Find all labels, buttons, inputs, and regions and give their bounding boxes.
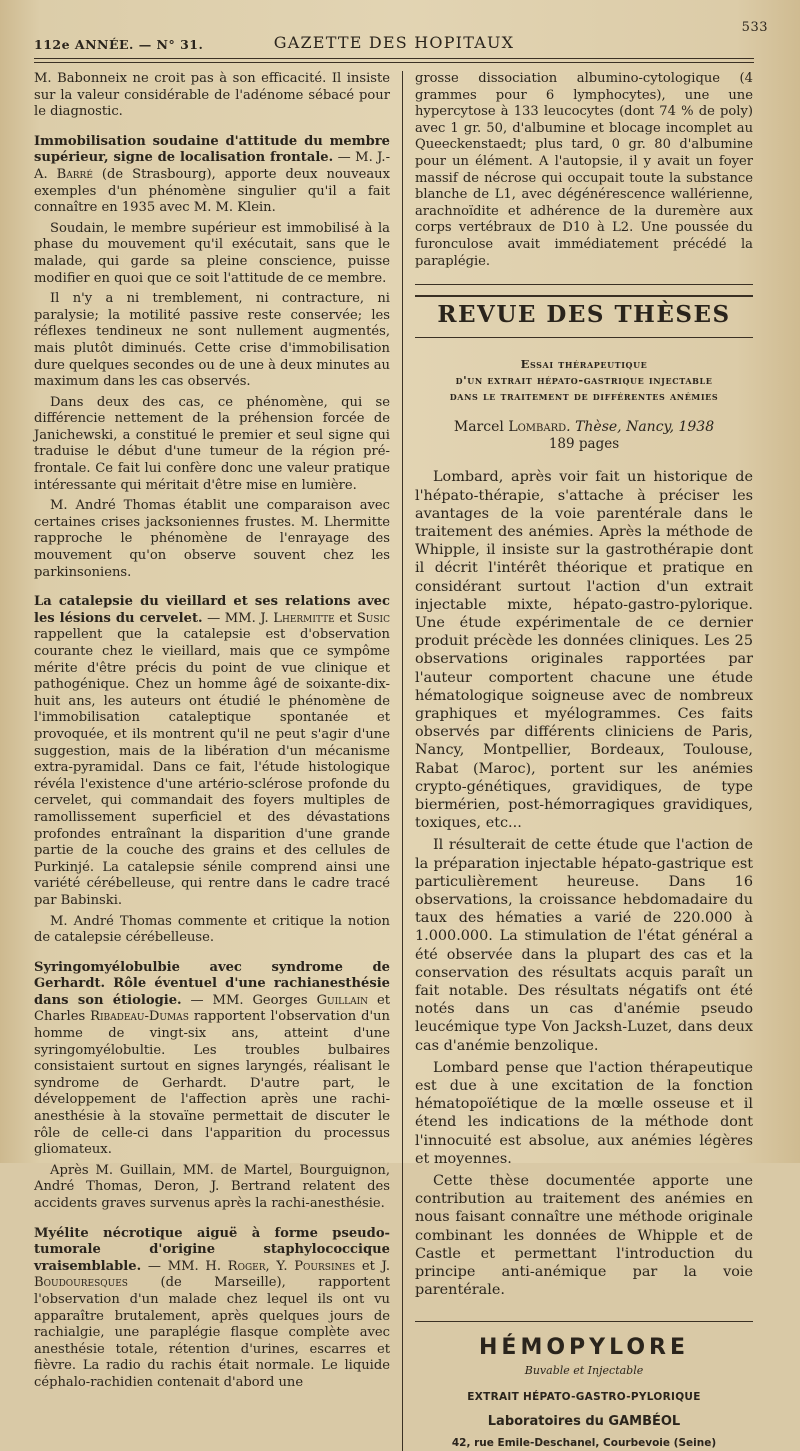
article-title: Syringomyélobulbie avec syndrome de Gerhardt. Rôle éventuel d'une rachianesthésie dans son étiologie. <box>34 959 390 1008</box>
author-name: Guillain <box>316 992 369 1008</box>
page-header <box>34 14 768 54</box>
page-number: 533 <box>741 20 768 35</box>
journal-title: GAZETTE DES HOPITAUX <box>273 33 515 52</box>
section-title: REVUE DES THÈSES <box>437 301 731 329</box>
author-name: Poursines <box>294 1258 356 1274</box>
author-name: Ribadeau-Dumas <box>90 1009 189 1025</box>
paragraph: M. André Thomas commente et critique la notion de catalepsie cérébelleuse. <box>34 913 390 946</box>
thesis-title: Essai thérapeutique d'un extrait hépato-gastrique injectable dans le traitement de différentes anémies <box>449 356 719 403</box>
paragraph: Lombard, après voir fait un historique de l'hépato-thérapie, s'attache à préciser les avantages de la voie parentérale dans le traitement des anémies. Après la méthode de Whipple, il insiste sur la gastrothérapie dont il décrit l'intérêt théorique et pratique en considérant surtout l'action d'un extrait injectable mixte, hépato-gastro-pylorique. Une étude expérimentale de ce dernier produit précède les données cliniques. Les 25 observations originales rapportées par l'auteur comportent chacune une étude hématologique soigneuse avec de nombreux graphiques et myélogrammes. Ces faits observés par différents cliniciens de Paris, Nancy, Montpellier, Bordeaux, Toulouse, Rabat (Maroc), portent sur les anémies crypto-génétiques, gravidiques, de type biermérien, post-hémorragiques gravidiques, toxiques, etc... <box>415 469 753 832</box>
author-name: Barré <box>56 166 93 182</box>
author-name: Lhermitte <box>273 610 335 626</box>
paragraph: Soudain, le membre supérieur est immobilisé à la phase du mouvement qu'il exécutait, sans que le malade, qui garde sa pleine conscience, puisse modifier en quoi que ce soit l'attitude de ce membre. <box>34 220 390 286</box>
section-rule-top <box>415 284 753 285</box>
right-column <box>403 71 753 1451</box>
paragraph: Il n'y a ni tremblement, ni contracture, ni paralysie; la motilité passive reste conservée; les réflexes tendineux ne sont nullement augmentés, mais plutôt diminués. Cette crise d'immobilisation dure quelques secondes ou de une à deux minutes au maximum dans les cas observés. <box>34 291 390 390</box>
left-column <box>34 71 403 1451</box>
article-myelite: Myélite nécrotique aiguë à forme pseudo-tumorale d'origine staphylococcique vraisemblable. — MM. H. Roger, Y. Poursines et J. Boudouresques (de Marseille), rapportent l'observation d'un malade chez lequel ils ont vu apparaître brutalement, après quelques jours de rachialgie, une paraplégie flasque complète avec anesthésie totale, rétention d'urines, escarres et fièvre. La radio du rachis était normale. Le liquide céphalo-rachidien contenait d'abord une <box>34 1225 390 1390</box>
paragraph: Lombard pense que l'action thérapeutique est due à une excitation de la fonction hématopoïétique de la mœlle osseuse et il étend les indications de la méthode dont l'innocuité est absolue, aux anémies légères et moyennes. <box>415 1059 753 1167</box>
paragraph: Dans deux des cas, ce phénomène, qui se différencie nettement de la préhension forcée de Janichewski, a constitué le premier et seul signe qui traduise le début d'une tumeur de la région pré-frontale. Ce fait lui confère donc une valeur pratique intéressante qui méritait d'être mise en lumière. <box>34 394 390 493</box>
paragraph: Cette thèse documentée apporte une contribution au traitement des anémies en nous faisant connaître une méthode originale combinant les données de Whipple et de Castle et permettant l'introduction du principe anti-anémique par la voie parentérale. <box>415 1173 753 1299</box>
ad-address: 42, rue Emile-Deschanel, Courbevoie (Seine) <box>451 1436 717 1449</box>
two-columns <box>34 71 754 1451</box>
author-name: Susic <box>356 610 390 626</box>
article-immobilisation: Immobilisation soudaine d'attitude du membre supérieur, signe de localisation frontale. — M. J.-A. Barré (de Strasbourg), apporte deux nouveaux exemples d'un phénomène singulier qu'il a fait connaître en 1935 avec M. M. Klein. <box>34 133 391 216</box>
intro-paragraph: M. Babonneix ne croit pas à son efficacité. Il insiste sur la valeur considérable de l'adénome sébacé pour le diagnostic. <box>34 71 390 120</box>
thesis-review <box>415 468 753 1299</box>
paragraph: M. André Thomas établit une comparaison avec certaines crises jacksoniennes frustes. M. Lhermitte rapproche le phénomène de l'enrayage des mouvement qu'on observe souvent chez les parkinsoniens. <box>34 498 390 580</box>
section-rule-bottom <box>415 337 753 338</box>
advertisement <box>415 1322 753 1451</box>
article-title: La catalepsie du vieillard et ses relations avec les lésions du cervelet. <box>34 594 390 626</box>
ad-brand: HÉMOPYLORE <box>479 1335 689 1361</box>
author-name: Boudouresques <box>34 1275 128 1291</box>
ad-subtitle: Buvable et Injectable <box>524 1364 644 1378</box>
thesis-pages: 189 pages <box>548 435 620 452</box>
article-title: Myélite nécrotique aiguë à forme pseudo-tumorale d'origine staphylococcique vraisemblable. <box>34 1225 390 1274</box>
ad-product: EXTRAIT HÉPATO-GASTRO-PYLORIQUE <box>467 1390 701 1403</box>
continuation-paragraph: grosse dissociation albumino-cytologique (4 grammes pour 6 lymphocytes), une une hypercytose à 133 leucocytes (dont 74 % de poly) avec 1 gr. 50, d'albumine et blocage incomplet au Queeckenstaedt; plus tard, 0 gr. 80 d'albumine pour un élément. A l'autopsie, il y avait un foyer massif de nécrose qui occupait toute la substance blanche de L1, avec dégénérescence wallérienne, arachnoïdite et adhérence de la duremère aux corps vertébraux de D10 à L2. Une poussée du furonculose avait immédiatement précédé la paraplégie. <box>415 71 753 269</box>
article-title: Immobilisation soudaine d'attitude du membre supérieur, signe de localisation frontale. <box>34 133 390 166</box>
paragraph: Après M. Guillain, MM. de Martel, Bourguignon, André Thomas, Deron, J. Bertrand relatent des accidents graves survenus après la rachi-anesthésie. <box>34 1162 390 1211</box>
author-name: Roger <box>227 1258 266 1274</box>
ad-laboratory: Laboratoires du GAMBÉOL <box>487 1414 681 1430</box>
header-rule <box>34 58 754 63</box>
thesis-author: Marcel Lombard. Thèse, Nancy, 1938 <box>453 418 715 435</box>
paragraph: Il résulterait de cette étude que l'action de la préparation injectable hépato-gastrique est particulièrement heureuse. Dans 16 observations, la croissance hebdomadaire du taux des hématies a varié de 220.000 à 1.000.000. La stimulation de l'état général a été observée dans la plupart des cas et la conservation des résultats acquis paraît un fait notable. Des résultats négatifs ont été notés dans un cas d'anémie pseudo leucémique type Von Jacksh-Luzet, dans deux cas d'anémie benzolique. <box>415 837 753 1054</box>
issue-number: 112e ANNÉE. — N° 31. <box>34 37 204 52</box>
article-catalepsie: La catalepsie du vieillard et ses relations avec les lésions du cervelet. — MM. J. Lhermitte et Susic rappellent que la catalepsie est d'observation courante chez le vieillard, mais que ce sympôme mérite d'être précis du point de vue clinique et pathogénique. Chez un homme âgé de soixante-dix-huit ans, les auteurs ont étudié le phénomène de l'immobilisation cataleptique spontanée et provoquée, et ils montrent qu'il ne peut s'agir d'une suggestion, mais de la libération d'un mécanisme extra-pyramidal. Dans ce fait, l'étude histologique révéla l'existence d'une artério-sclérose profonde du cervelet, qui commandait des foyers multiples de ramollissement superficiel et des dévastations profondes entraînant la disparition d'une grande partie de la couche des grains et des cellules de Purkinjé. La catalepsie sénile comprend ainsi une variété cérébelleuse, qui rentre dans le cadre tracé par Babinski. <box>34 594 390 908</box>
article-syringomyelobulbie: Syringomyélobulbie avec syndrome de Gerhardt. Rôle éventuel d'une rachianesthésie dans son étiologie. — MM. Georges Guillain et Charles Ribadeau-Dumas rapportent l'observation d'un homme de vingt-six ans, atteint d'une syringomyélobultie. Les troubles bulbaires consistaient surtout en signes laryngés, réalisant le syndrome de Gerhardt. D'autre part, le développement de l'affection après une rachi-anesthésie à la stovaïne permettait de discuter le rôle de celle-ci dans l'apparition du processus gliomateux. <box>34 959 390 1158</box>
